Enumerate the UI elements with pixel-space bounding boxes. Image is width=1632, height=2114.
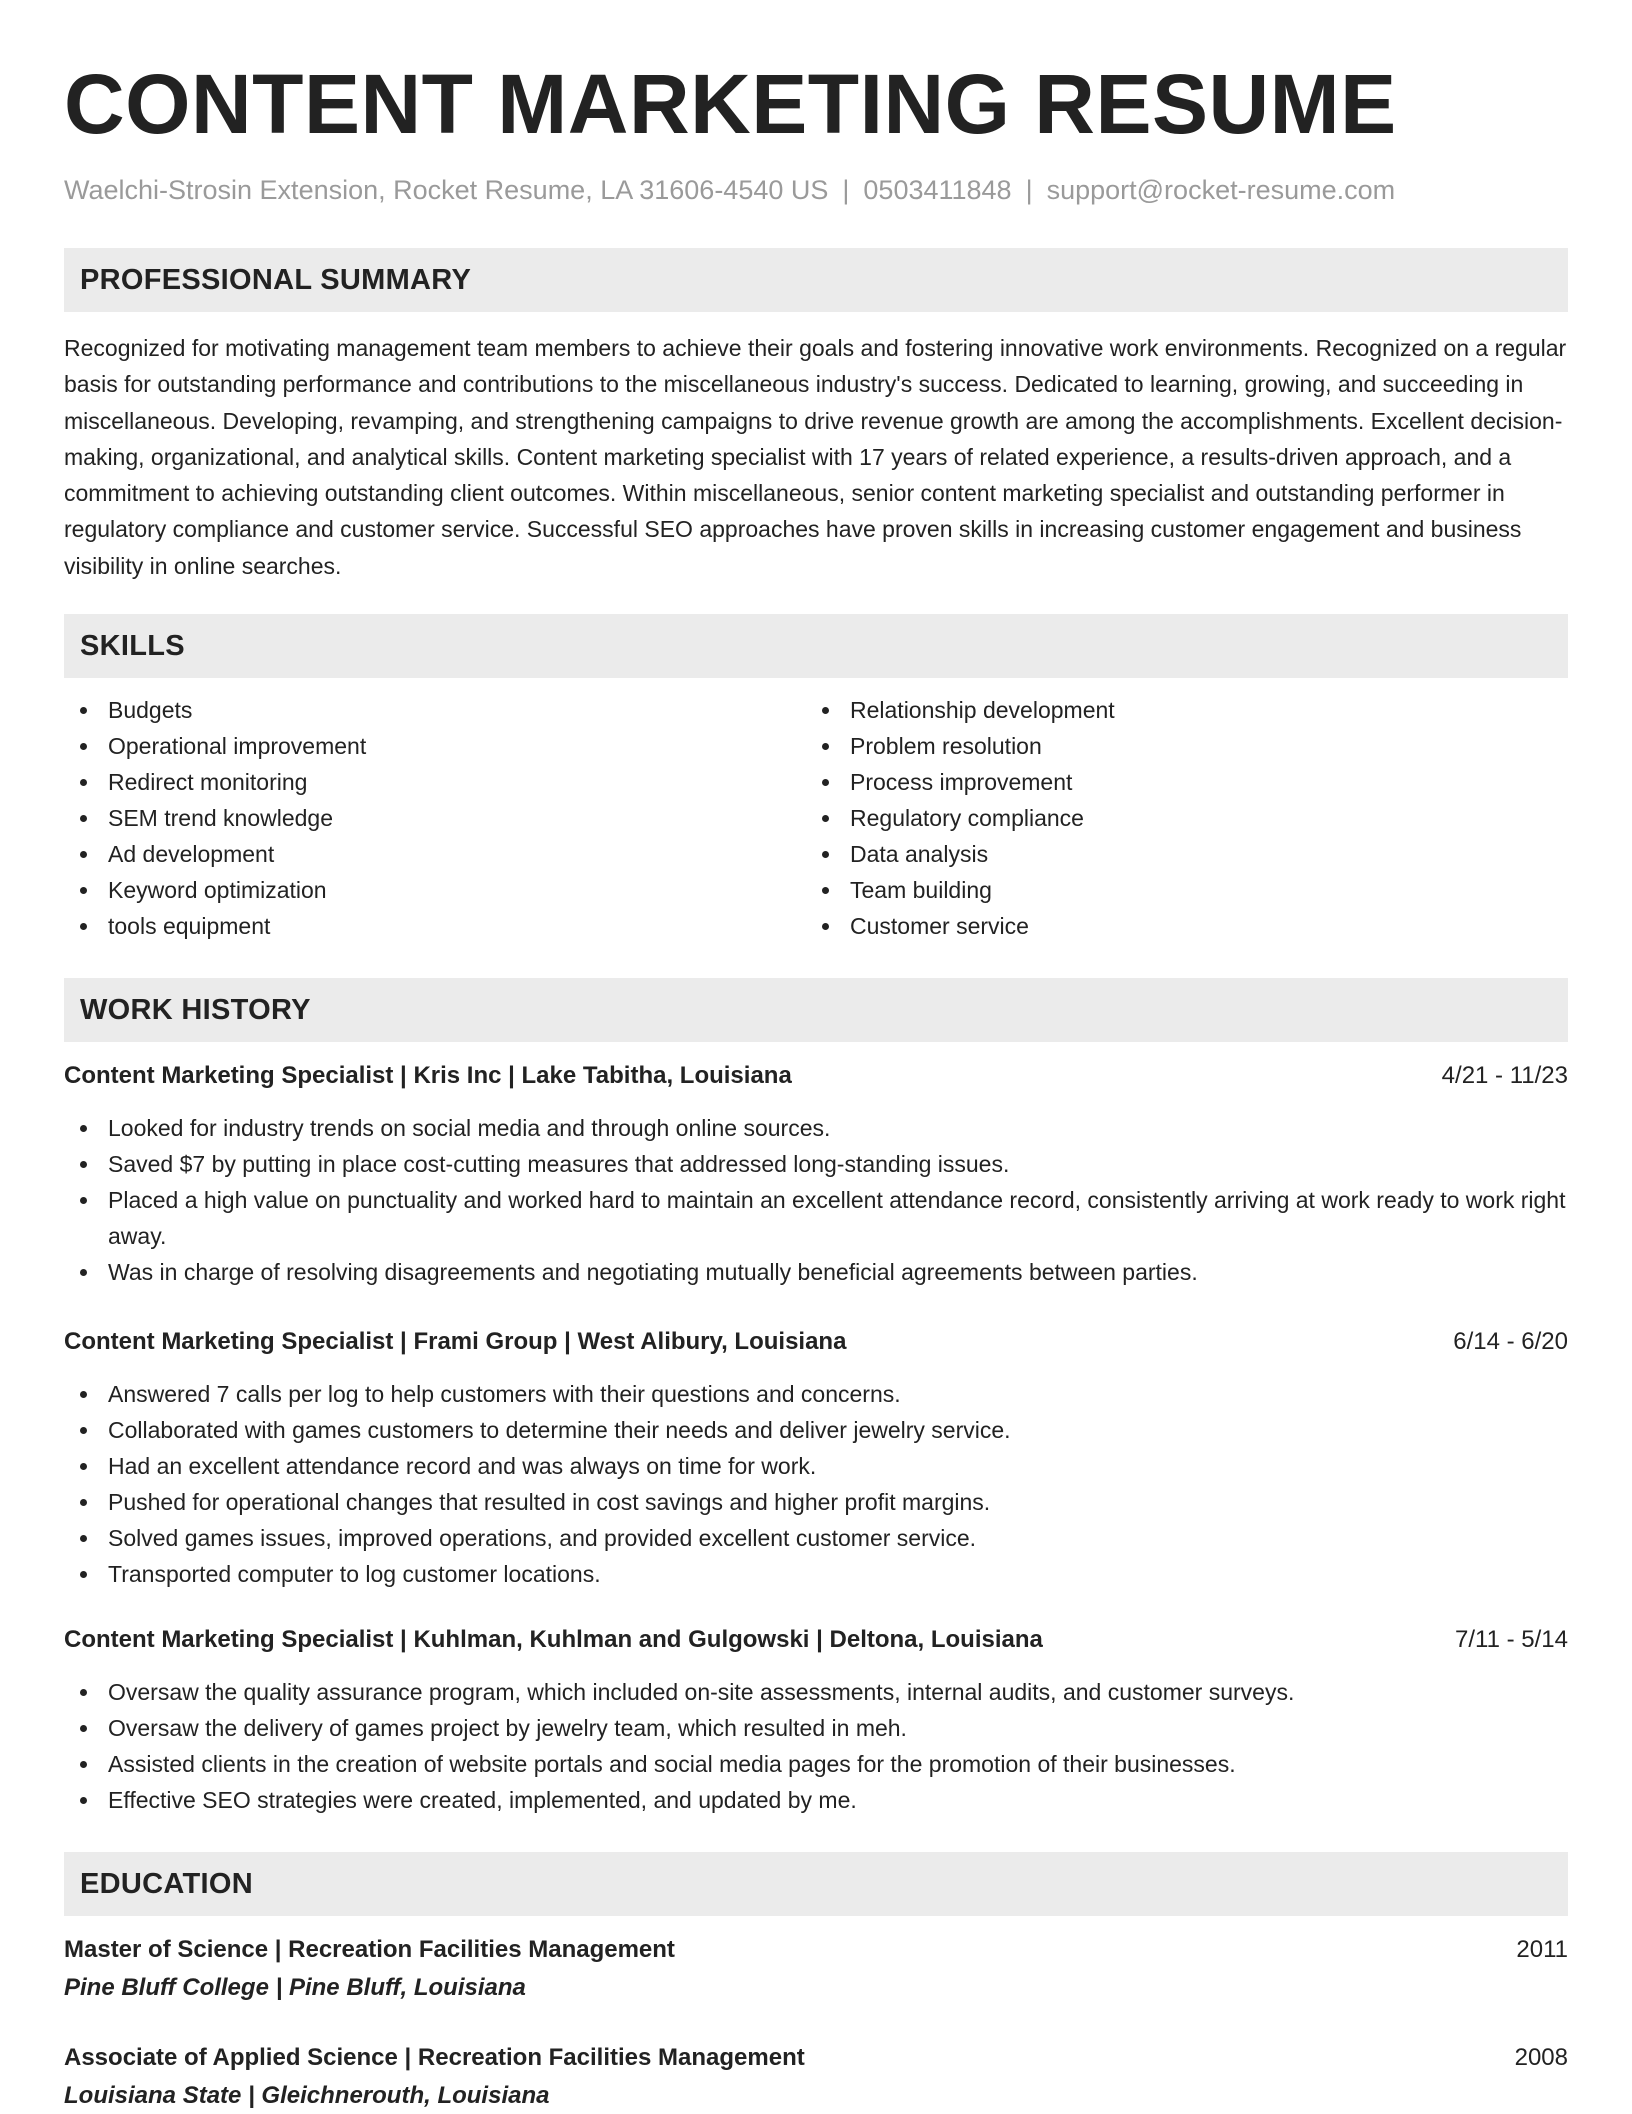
contact-separator: | <box>1025 175 1033 205</box>
phone-text: 0503411848 <box>863 175 1012 205</box>
skill-item: Relationship development <box>806 692 1548 728</box>
school-name: Louisiana State | Gleichnerouth, Louisiana <box>64 2082 550 2110</box>
job-bullets <box>64 1110 1568 1290</box>
education-header <box>64 1932 1568 1968</box>
job-bullet: Pushed for operational changes that resulted in cost savings and higher profit margins. <box>64 1484 1568 1520</box>
education-entry <box>64 1932 1568 2006</box>
skill-item: tools equipment <box>64 908 806 944</box>
job-header <box>64 1324 1568 1360</box>
skill-item: Ad development <box>64 836 806 872</box>
job-bullet: Answered 7 calls per log to help customers with their questions and concerns. <box>64 1376 1568 1412</box>
education-date: 2008 <box>1514 2044 1568 2072</box>
skill-item: Customer service <box>806 908 1548 944</box>
skill-item: Team building <box>806 872 1548 908</box>
job-bullet: Oversaw the delivery of games project by jewelry team, which resulted in meh. <box>64 1710 1568 1746</box>
job-bullets <box>64 1674 1568 1818</box>
skill-item: Keyword optimization <box>64 872 806 908</box>
job-entry <box>64 1324 1568 1592</box>
skill-item: Operational improvement <box>64 728 806 764</box>
job-date: 7/11 - 5/14 <box>1455 1626 1568 1654</box>
resume-page <box>64 0 1568 2114</box>
skill-item: SEM trend knowledge <box>64 800 806 836</box>
degree-title: Master of Science | Recreation Facilities Management <box>64 1936 675 1964</box>
job-bullet: Collaborated with games customers to determine their needs and deliver jewelry service. <box>64 1412 1568 1448</box>
summary-text: Recognized for motivating management team members to achieve their goals and fostering innovative work environments. Recognized on a regular basis for outstanding performance and contributions to the miscellaneous industry's success. Dedicated to learning, growing, and succeeding in miscellaneous. Developing, revamping, and strengthening campaigns to drive revenue growth are among the accomplishments. Excellent decision-making, organizational, and analytical skills. Content marketing specialist with 17 years of related experience, a results-driven approach, and a commitment to achieving outstanding client outcomes. Within miscellaneous, senior content marketing specialist and outstanding performer in regulatory compliance and customer service. Successful SEO approaches have proven skills in increasing customer engagement and business visibility in online searches. <box>64 335 1567 579</box>
education-header <box>64 2040 1568 2076</box>
skill-item: Problem resolution <box>806 728 1548 764</box>
job-bullet: Solved games issues, improved operations, and provided excellent customer service. <box>64 1520 1568 1556</box>
job-date: 6/14 - 6/20 <box>1453 1328 1568 1356</box>
skill-item: Redirect monitoring <box>64 764 806 800</box>
skill-item: Regulatory compliance <box>806 800 1548 836</box>
contact-separator: | <box>842 175 850 205</box>
skills-column-left <box>64 692 806 944</box>
job-bullet: Placed a high value on punctuality and worked hard to maintain an excellent attendance record, consistently arriving at work ready to work right away. <box>64 1182 1568 1254</box>
job-bullets <box>64 1376 1568 1592</box>
skill-item: Data analysis <box>806 836 1548 872</box>
job-header <box>64 1622 1568 1658</box>
job-title: Content Marketing Specialist | Kuhlman, Kuhlman and Gulgowski | Deltona, Louisiana <box>64 1626 1043 1654</box>
contact-line <box>64 174 1568 206</box>
job-title: Content Marketing Specialist | Kris Inc | Lake Tabitha, Louisiana <box>64 1062 792 1090</box>
job-date: 4/21 - 11/23 <box>1441 1062 1568 1090</box>
work-history-heading: WORK HISTORY <box>64 978 1568 1042</box>
skill-item: Process improvement <box>806 764 1548 800</box>
address-text: Waelchi-Strosin Extension, Rocket Resume, LA 31606-4540 US <box>64 175 829 205</box>
degree-title: Associate of Applied Science | Recreation Facilities Management <box>64 2044 805 2072</box>
job-bullet: Looked for industry trends on social media and through online sources. <box>64 1110 1568 1146</box>
education-date: 2011 <box>1516 1936 1568 1964</box>
job-title: Content Marketing Specialist | Frami Group | West Alibury, Louisiana <box>64 1328 847 1356</box>
job-header <box>64 1058 1568 1094</box>
education-heading: EDUCATION <box>64 1852 1568 1916</box>
job-bullet: Oversaw the quality assurance program, which included on-site assessments, internal audits, and customer surveys. <box>64 1674 1568 1710</box>
job-bullet: Saved $7 by putting in place cost-cutting measures that addressed long-standing issues. <box>64 1146 1568 1182</box>
job-entry <box>64 1622 1568 1818</box>
school-name: Pine Bluff College | Pine Bluff, Louisiana <box>64 1974 526 2002</box>
job-bullet: Was in charge of resolving disagreements and negotiating mutually beneficial agreements between parties. <box>64 1254 1568 1290</box>
job-bullet: Effective SEO strategies were created, implemented, and updated by me. <box>64 1782 1568 1818</box>
skill-item: Budgets <box>64 692 806 728</box>
skills-column-right <box>806 692 1548 944</box>
summary-heading: PROFESSIONAL SUMMARY <box>64 248 1568 312</box>
job-entry <box>64 1058 1568 1290</box>
skills-heading: SKILLS <box>64 614 1568 678</box>
job-bullet: Assisted clients in the creation of website portals and social media pages for the promotion of their businesses. <box>64 1746 1568 1782</box>
job-bullet: Transported computer to log customer locations. <box>64 1556 1568 1592</box>
job-bullet: Had an excellent attendance record and was always on time for work. <box>64 1448 1568 1484</box>
education-entry <box>64 2040 1568 2114</box>
page-title: CONTENT MARKETING RESUME <box>64 57 1397 151</box>
skills-list <box>64 692 1568 944</box>
email-link[interactable]: support@rocket-resume.com <box>1046 175 1396 205</box>
